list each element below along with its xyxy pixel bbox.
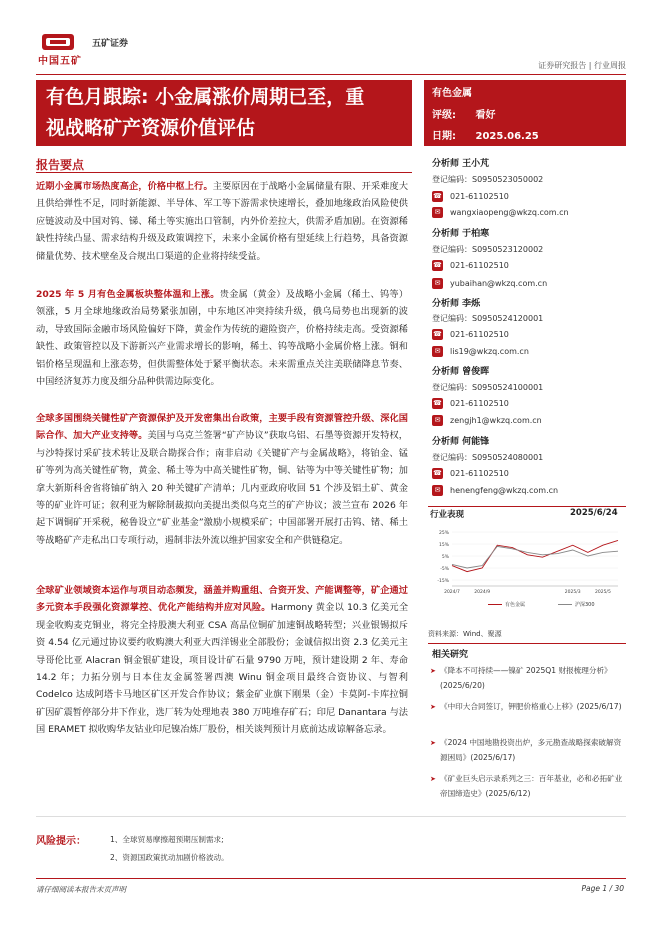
phone-icon: ☎ (433, 192, 442, 200)
paragraph-1-lead: 近期小金属市场热度高企，价格中枢上行。 (36, 181, 213, 192)
analyst-phone: 021-61102510 (450, 469, 509, 478)
performance-date: 2025/6/24 (570, 508, 618, 518)
risk-title: 风险提示： (36, 836, 86, 847)
y-tick-label: 15% (438, 543, 449, 548)
y-tick-label: 5% (441, 555, 449, 560)
company-logo-icon (40, 30, 76, 54)
analyst-phone: 021-61102510 (450, 330, 509, 339)
legend-label: 沪深300 (575, 602, 595, 608)
section-divider (36, 172, 412, 173)
x-tick-label: 2025/5 (594, 590, 611, 595)
analyst-reg: 登记编码：S0950523120002 (432, 245, 544, 254)
analyst-reg: 登记编码：S0950524080001 (432, 453, 544, 462)
paragraph-3-lead: 全球多国围绕关键性矿产资源保护及开发密集出台政策，主要手段有资源管控升级、深化国际合作、加大产业支持等。 (36, 413, 408, 442)
related-divider (428, 643, 626, 644)
analyst-phone: 021-61102510 (450, 261, 509, 270)
bullet-icon: ➤ (430, 703, 436, 711)
related-title: 相关研究 (432, 650, 469, 660)
paragraph-4-body: Harmony 黄金以 10.3 亿美元全现金收购麦克铜业，将完全持股澳大利亚 CSA 高品位铜矿加速铜战略转型；兴业银锡拟斥资 4.54 亿元通过协议要约收购澳大利亚大西洋锡业全部股份；金诚信拟出资 2.3 亿美元主导哥伦比亚 Alacran 铜金银矿建设，项目设计矿石量 9790 万吨，预计建设期 2 年、寿命 14.2 年；力拓分别与日本住友金属签署西澳 Winu 铜金项目最终合资协议、与智利 Codelco 达成阿塔卡马地区矿区开发合作协议；紫金矿业旗下刚果（金）卡莫阿-卡库拉铜矿因矿震暂停部分井下作业，选厂转为处理地表 380 万吨堆存矿石；印尼 Danantara 与法国 ERAMET 拟收购华友钴业印尼镍冶炼厂股份，相关谈判预计月底前达成谅解备忘录。 (36, 602, 409, 736)
performance-chart (428, 520, 626, 620)
paragraph-2-body: 贵金属（黄金）及战略小金属（稀土、钨等）领涨，5 月全球地缘政治局势紧张加剧，中东地区冲突持续升级，俄乌局势也出现新的波动，导致国际金融市场风险偏好下降，黄金作为传统的避险资产，价格持续走高。受资源稀缺性、政策管控以及下游新兴产业需求增长的影响，稀土、钨等战略小金属价格上涨。铜和铝价格呈现温和上涨态势，但供需整体处于紧平衡状态。未来需重点关注美联储降息节奏、中国经济复苏力度及细分品种供需边际变化。 (36, 289, 409, 388)
mail-icon: ✉ (432, 485, 443, 496)
paragraph-3 (36, 410, 408, 549)
paragraph-2 (36, 286, 408, 390)
x-tick-label: 2024/7 (444, 590, 460, 595)
chart-source: 资料来源：Wind、聚源 (428, 630, 502, 638)
analyst-reg: 登记编码：S0950524100001 (432, 383, 544, 392)
industry-name: 有色金属 (432, 88, 472, 99)
related-item[interactable]: 《降本不可持续——镍矿 2025Q1 财报梳理分析》(2025/6/20) (440, 666, 612, 690)
analyst-mail[interactable]: yubaihan@wkzq.com.cn (450, 279, 548, 288)
related-item[interactable]: 《2024 中国地勘投资出炉，多元勘查战略探索破解资源困局》(2025/6/17) (440, 738, 622, 762)
section-title: 报告要点 (36, 158, 85, 172)
analyst-mail[interactable]: zengjh1@wkzq.com.cn (450, 416, 542, 425)
date-label: 日期: (432, 131, 456, 142)
risk-item: 2、资源国政策扰动加剧价格波动。 (110, 853, 229, 862)
bullet-icon: ➤ (430, 775, 436, 783)
analyst-reg: 登记编码：S0950523050002 (432, 175, 544, 184)
analyst-phone: 021-61102510 (450, 399, 509, 408)
mail-icon: ✉ (432, 278, 443, 289)
y-tick-label: -5% (440, 567, 449, 572)
risk-item: 1、全球贸易摩擦超预期压制需求; (110, 835, 224, 844)
paragraph-3-body: 美国与乌克兰签署“矿产协议”获取乌铝、石墨等资源开发特权，与沙特探讨采矿技术转让及联合勘探合作；南非启动《关键矿产与金属战略》，将铂金、锰矿等列为高关键性矿物，黄金、稀土等为中高关键性矿物，铜、钴等为中等关键性矿物；加拿大新斯科舍省将铀矿纳入 20 种关键矿产清单；几内亚政府收回 51 个涉及铝土矿、黄金等的矿业许可证；叙利亚为解除制裁拟向美提出类似乌克兰的矿产协议；波兰宣布 2026 年起下调铜矿开采税，秘鲁设立“矿业基金”激励小规模采矿；中国部署开展打击钨、锗、稀土等战略矿产走私出口专项行动，遏制非法外流以维护国家安全和产供链稳定。 (36, 430, 408, 546)
header-divider (36, 74, 626, 75)
analyst-name: 分析师 曾俊晖 (432, 367, 490, 377)
footer-disclaimer: 请仔细阅读本报告末页声明 (36, 885, 126, 894)
report-type: 证券研究报告 | 行业周报 (538, 61, 626, 70)
y-tick-label: -15% (437, 579, 449, 584)
date-row (432, 127, 539, 142)
related-item[interactable]: 《矿业巨头启示录系列之三：百年基业，必和必拓矿业帝国缔造史》(2025/6/12) (440, 774, 623, 798)
paragraph-4-lead: 全球矿业领域资本运作与项目动态频发，涵盖并购重组、合资开发、产能调整等，矿企通过多元资本手段强化资源掌控、优化产能结构并应对风险。 (36, 585, 408, 614)
analyst-mail[interactable]: lis19@wkzq.com.cn (450, 347, 529, 356)
paragraph-1-body: 主要原因在于战略小金属储量有限、开采难度大且供给弹性不足，同时新能源、半导体、军工等下游需求快速增长，叠加地缘政治风险使供应链波动及中国对钨、锑、稀土等实施出口管制，内外价差拉大，供需矛盾加剧。在资源稀缺性持续凸显、需求结构升级及政策调控下，未来小金属价格有望延续上行趋势，具备资源储量优势、技术壁垒及合规出口渠道的企业将持续受益。 (36, 181, 409, 262)
y-tick-label: 25% (438, 531, 449, 536)
sub-brand: 五矿证券 (92, 39, 129, 49)
bullet-icon: ➤ (430, 739, 436, 747)
rating-label: 评级: (432, 110, 456, 121)
company-name: 中国五矿 (38, 56, 82, 67)
rating-row (432, 106, 495, 121)
mail-icon: ✉ (432, 346, 443, 357)
analyst-name: 分析师 何能锋 (432, 437, 490, 447)
phone-icon: ☎ (433, 261, 442, 269)
paragraph-1 (36, 178, 408, 265)
analyst-name: 分析师 于柏寒 (432, 229, 490, 239)
related-item[interactable]: 《中印大合同签订，钾肥价格重心上移》(2025/6/17) (440, 702, 622, 711)
phone-icon: ☎ (433, 469, 442, 477)
report-title (46, 82, 410, 144)
rating-value: 看好 (475, 110, 496, 121)
analyst-mail[interactable]: henengfeng@wkzq.com.cn (450, 486, 559, 495)
analyst-phone: 021-61102510 (450, 192, 509, 201)
x-tick-label: 2024/9 (474, 590, 491, 595)
mail-icon: ✉ (432, 207, 443, 218)
risk-divider (36, 816, 626, 817)
paragraph-4 (36, 582, 408, 739)
analyst-mail[interactable]: wangxiaopeng@wkzq.com.cn (450, 208, 569, 217)
bullet-icon: ➤ (430, 667, 436, 675)
phone-icon: ☎ (433, 399, 442, 407)
x-tick-label: 2025/3 (564, 590, 581, 595)
analyst-name: 分析师 李烁 (432, 299, 481, 309)
report-title-line2: 视战略矿产资源价值评估 (46, 117, 256, 139)
mail-icon: ✉ (432, 415, 443, 426)
analyst-name: 分析师 王小芃 (432, 159, 490, 169)
performance-label: 行业表现 (430, 510, 465, 520)
legend-label: 有色金属 (505, 602, 526, 608)
analyst-reg: 登记编码：S0950524120001 (432, 314, 544, 323)
report-title-line1: 有色月跟踪: 小金属涨价周期已至，重 (46, 86, 365, 108)
footer-divider (36, 878, 626, 879)
paragraph-2-lead: 2025 年 5 月有色金属板块整体温和上涨。 (36, 289, 220, 300)
page-number: Page 1 / 30 (581, 884, 624, 893)
phone-icon: ☎ (433, 330, 442, 338)
date-value: 2025.06.25 (475, 131, 539, 142)
